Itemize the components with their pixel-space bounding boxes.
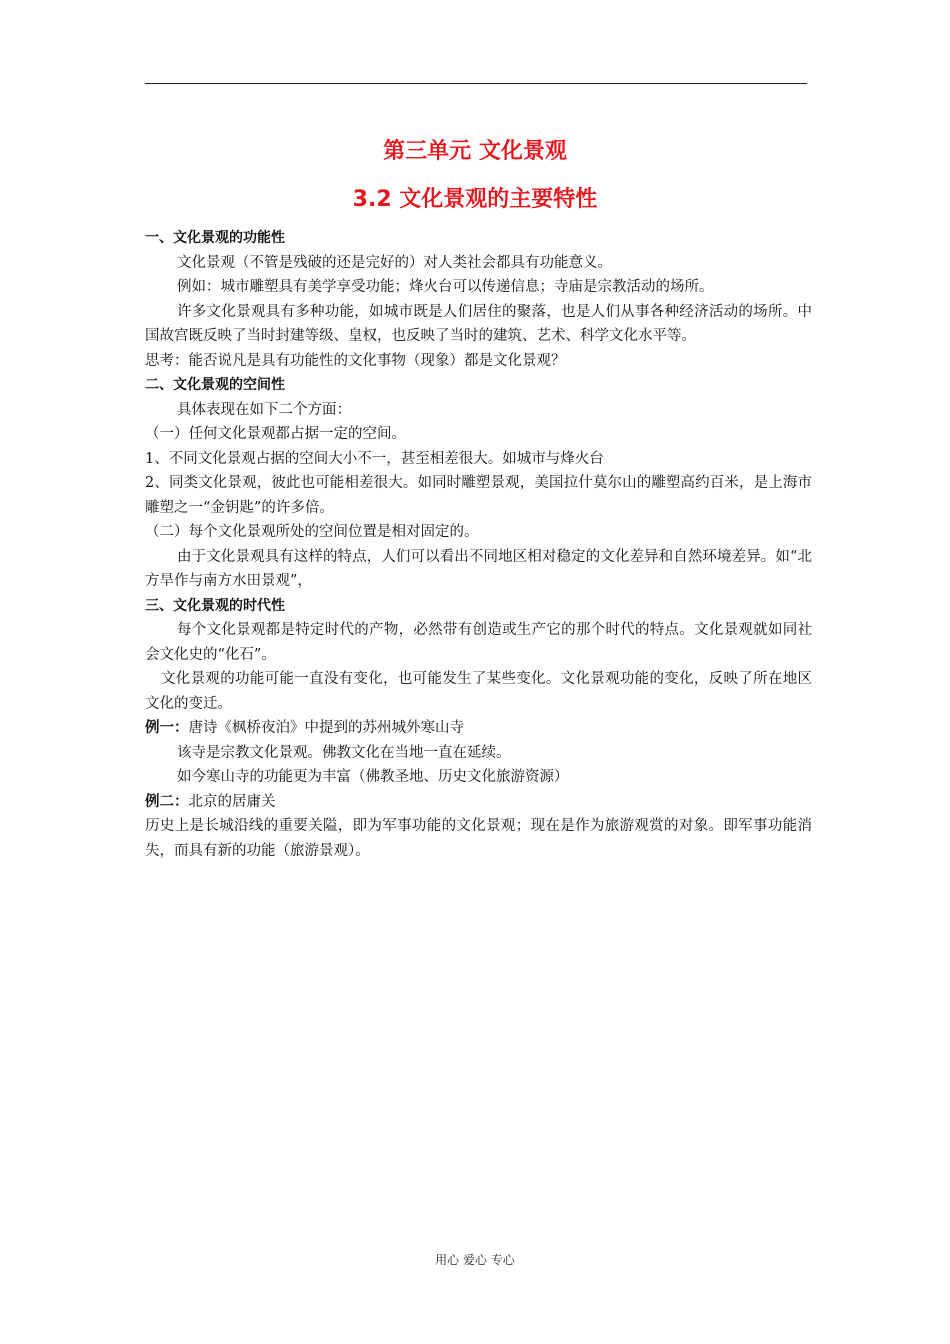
section-title: 3.2 文化景观的主要特性 (352, 187, 598, 212)
paragraph: 具体表现在如下二个方面： (177, 401, 351, 418)
paragraph: 许多文化景观具有多种功能，如城市既是人们居住的聚落，也是人们从事各种经济活动的场所。中国故宫既反映了当时封建等级、皇权，也反映了当时的建筑、艺术、科学文化水平等。 (145, 303, 812, 344)
example-text: 唐诗《枫桥夜泊》中提到的苏州城外寒山寺 (188, 720, 464, 736)
example-text: 北京的居庸关 (188, 793, 276, 810)
example-label: 例一： (145, 720, 189, 736)
paragraph: 例如：城市雕塑具有美学享受功能；烽火台可以传递信息；寺庙是宗教活动的场所。 (177, 279, 714, 295)
document-body (145, 226, 812, 863)
list-item: 1、不同文化景观占据的空间大小不一，甚至相差很大。如城市与烽火台 (145, 450, 604, 467)
section-heading-space: 二、文化景观的空间性 (145, 377, 285, 393)
paragraph: 历史上是长城沿线的重要关隘，即为军事功能的文化景观；现在是作为旅游观赏的对象。即军事功能消失，而具有新的功能（旅游景观）。 (145, 818, 812, 859)
paragraph: 由于文化景观具有这样的特点，人们可以看出不同地区相对稳定的文化差异和自然环境差异。如“北方旱作与南方水田景观”， (145, 548, 812, 589)
paragraph: 文化景观的功能可能一直没有变化，也可能发生了某些变化。文化景观功能的变化，反映了所在地区文化的变迁。 (145, 671, 812, 712)
paragraph: 如今寒山寺的功能更为丰富（佛教圣地、历史文化旅游资源） (177, 769, 569, 785)
paragraph: 文化景观（不管是残破的还是完好的）对人类社会都具有功能意义。 (177, 254, 612, 271)
section-heading-time: 三、文化景观的时代性 (145, 597, 285, 614)
page-footer: 用心 爱心 专心 (435, 1253, 515, 1267)
example-two (145, 790, 812, 815)
example-label: 例二： (145, 793, 189, 810)
list-item: （二）每个文化景观所处的空间位置是相对固定的。 (145, 524, 479, 540)
unit-title: 第三单元 文化景观 (383, 139, 567, 164)
header-rule (145, 83, 807, 84)
paragraph: 该寺是宗教文化景观。佛教文化在当地一直在延续。 (177, 744, 511, 761)
example-one (145, 716, 812, 741)
section-heading-function: 一、文化景观的功能性 (145, 230, 285, 246)
list-item: （一）任何文化景观都占据一定的空间。 (145, 426, 406, 442)
think-question: 思考：能否说凡是具有功能性的文化事物（现象）都是文化景观？ (145, 352, 566, 369)
paragraph: 每个文化景观都是特定时代的产物，必然带有创造或生产它的那个时代的特点。文化景观就如同社会文化史的“化石”。 (145, 622, 812, 663)
list-item: 2、同类文化景观，彼此也可能相差很大。如同时雕塑景观，美国拉什莫尔山的雕塑高约百米，是上海市雕塑之一“金钥匙”的许多倍。 (145, 475, 812, 516)
